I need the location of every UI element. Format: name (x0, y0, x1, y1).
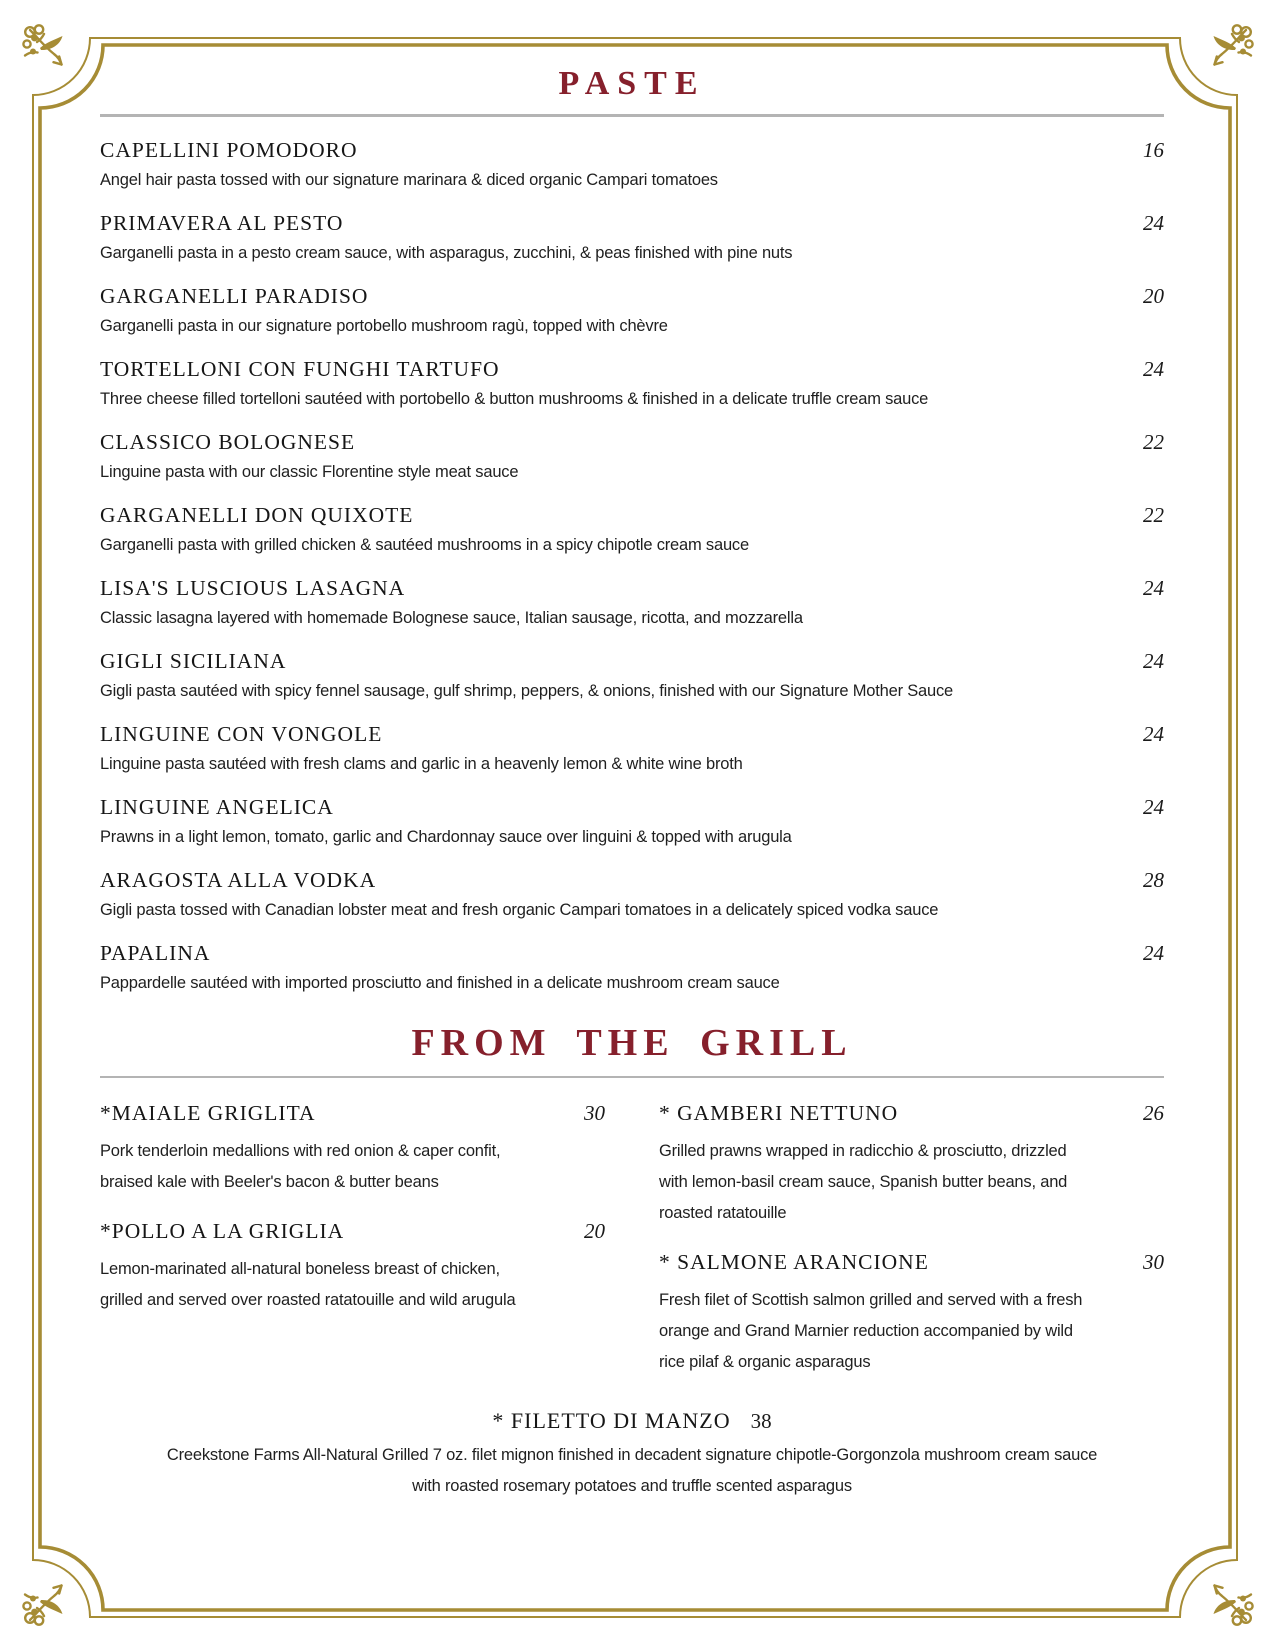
item-desc: Fresh filet of Scottish salmon grilled and served with a fresh orange and Grand Marnier reduction accompanied by wild rice pilaf & organic asparagus (659, 1291, 1083, 1371)
item-price: 24 (1143, 794, 1164, 819)
item-price: 24 (1143, 940, 1164, 965)
item-name: LISA'S LUSCIOUS LASAGNA (100, 575, 406, 600)
item-name: * FILETTO DI MANZO (492, 1408, 731, 1433)
item-name: GARGANELLI PARADISO (100, 283, 369, 308)
menu-item (100, 500, 1164, 556)
item-desc: Pork tenderloin medallions with red onion & caper confit, braised kale with Beeler's bacon & butter beans (100, 1142, 501, 1191)
item-desc: Lemon-marinated all-natural boneless breast of chicken, grilled and served over roasted ratatouille and wild arugula (100, 1260, 516, 1309)
item-desc: Garganelli pasta in our signature portobello mushroom ragù, topped with chèvre (100, 316, 668, 335)
grill-title: FROM THE GRILL (411, 1021, 853, 1064)
menu-item (100, 281, 1164, 337)
menu-item (100, 865, 1164, 921)
item-name: CLASSICO BOLOGNESE (100, 429, 356, 454)
item-desc: Grilled prawns wrapped in radicchio & prosciutto, drizzled with lemon-basil cream sauce, Spanish butter beans, and roasted ratatouille (659, 1142, 1068, 1222)
item-price: 30 (584, 1101, 605, 1125)
menu-item (100, 1098, 605, 1198)
menu-item (100, 208, 1164, 264)
item-name: LINGUINE ANGELICA (100, 794, 334, 819)
floral-sprig-icon (1214, 1586, 1253, 1625)
item-desc: Gigli pasta tossed with Canadian lobster meat and fresh organic Campari tomatoes in a delicately spiced vodka sauce (100, 900, 939, 919)
item-price: 24 (1143, 356, 1164, 381)
menu-item (100, 1216, 605, 1316)
item-price: 30 (1143, 1250, 1164, 1274)
paste-title-rule (100, 114, 1164, 117)
item-name: TORTELLONI CON FUNGHI TARTUFO (100, 356, 500, 381)
item-desc: Prawns in a light lemon, tomato, garlic and Chardonnay sauce over linguini & topped with arugula (100, 827, 792, 846)
menu-item (100, 719, 1164, 775)
menu-item (100, 646, 1164, 702)
item-name: *POLLO A LA GRIGLIA (100, 1219, 345, 1243)
item-name: LINGUINE CON VONGOLE (100, 721, 383, 746)
item-desc: Angel hair pasta tossed with our signature marinara & diced organic Campari tomatoes (100, 170, 718, 189)
item-name: CAPELLINI POMODORO (100, 137, 358, 162)
item-desc: Classic lasagna layered with homemade Bolognese sauce, Italian sausage, ricotta, and mozzarella (100, 608, 803, 627)
grill-columns (100, 1098, 1164, 1396)
item-desc: Three cheese filled tortelloni sautéed with portobello & button mushrooms & finished in a delicate truffle cream sauce (100, 389, 929, 408)
item-desc: Gigli pasta sautéed with spicy fennel sausage, gulf shrimp, peppers, & onions, finished with our Signature Mother Sauce (100, 681, 954, 700)
section-paste (100, 64, 1164, 994)
menu-item (659, 1247, 1164, 1378)
menu-item (100, 354, 1164, 410)
item-name: * GAMBERI NETTUNO (659, 1101, 899, 1125)
floral-sprig-icon (23, 1586, 62, 1625)
item-price: 22 (1143, 429, 1164, 454)
item-name: PAPALINA (100, 940, 211, 965)
grill-column-left (100, 1098, 605, 1396)
item-name: GIGLI SICILIANA (100, 648, 287, 673)
item-price: 28 (1143, 867, 1164, 892)
item-desc: Pappardelle sautéed with imported prosciutto and finished in a delicate mushroom cream sauce (100, 973, 780, 992)
menu-item (100, 135, 1164, 191)
menu-item (659, 1098, 1164, 1229)
item-price: 22 (1143, 502, 1164, 527)
item-price: 24 (1143, 575, 1164, 600)
menu-item (100, 573, 1164, 629)
item-desc: Garganelli pasta in a pesto cream sauce, with asparagus, zucchini, & peas finished with pine nuts (100, 243, 793, 262)
item-name: GARGANELLI DON QUIXOTE (100, 502, 414, 527)
item-price: 38 (750, 1409, 772, 1433)
item-price: 20 (1143, 283, 1164, 308)
item-price: 16 (1143, 137, 1164, 162)
item-price: 24 (1143, 721, 1164, 746)
item-desc: Linguine pasta sautéed with fresh clams and garlic in a heavenly lemon & white wine broth (100, 754, 743, 773)
grill-column-right (659, 1098, 1164, 1396)
floral-sprig-icon (23, 25, 62, 64)
item-desc: Linguine pasta with our classic Florentine style meat sauce (100, 462, 519, 481)
item-desc: with roasted rosemary potatoes and truffle scented asparagus (412, 1477, 852, 1495)
item-desc: Creekstone Farms All-Natural Grilled 7 oz. filet mignon finished in decadent signature chipotle-Gorgonzola mushroom cream sauce (166, 1446, 1098, 1464)
item-desc: Garganelli pasta with grilled chicken & sautéed mushrooms in a spicy chipotle cream sauce (100, 535, 749, 554)
grill-title-rule (100, 1076, 1164, 1079)
menu-item (100, 427, 1164, 483)
item-name: * SALMONE ARANCIONE (659, 1250, 929, 1274)
item-price: 24 (1143, 648, 1164, 673)
floral-sprig-icon (1214, 25, 1253, 64)
item-name: PRIMAVERA AL PESTO (100, 210, 344, 235)
feature-item (100, 1408, 1164, 1502)
item-price: 26 (1143, 1101, 1164, 1125)
menu-item (100, 792, 1164, 848)
menu-item (100, 938, 1164, 994)
paste-title: PASTE (558, 65, 706, 102)
section-grill (100, 1020, 1164, 1503)
item-name: *MAIALE GRIGLITA (100, 1101, 316, 1125)
item-name: ARAGOSTA ALLA VODKA (100, 867, 377, 892)
item-price: 24 (1143, 210, 1164, 235)
item-price: 20 (584, 1219, 605, 1243)
menu-content (100, 64, 1164, 1502)
